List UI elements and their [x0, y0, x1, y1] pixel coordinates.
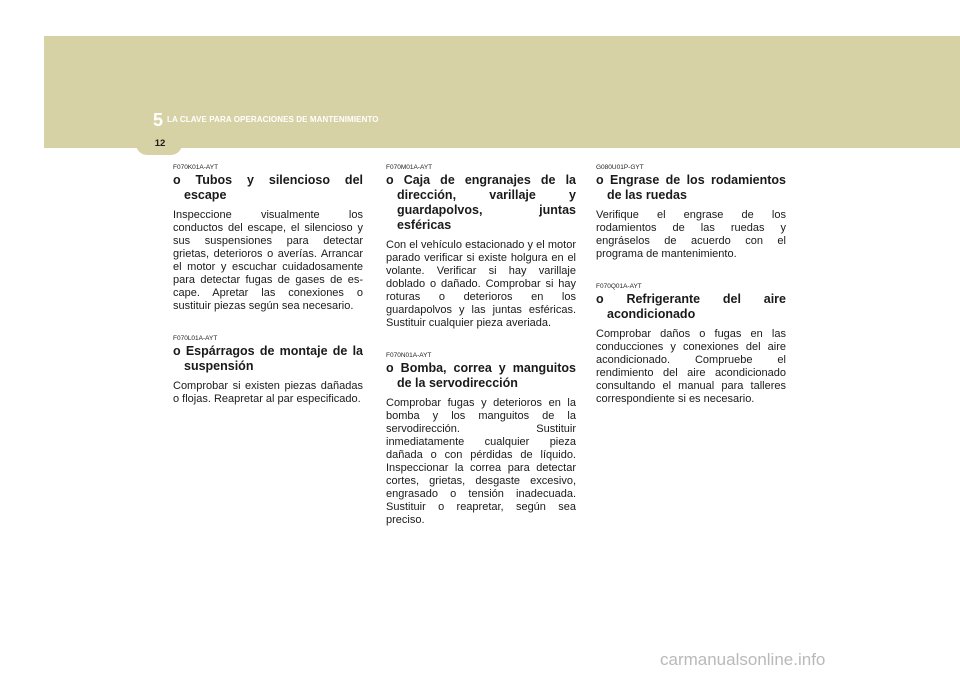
section-ac-refrigerant — [596, 283, 786, 406]
section-power-steering — [386, 352, 576, 527]
section-heading: o Engrase de los rodamientos de las ruedas — [596, 173, 786, 202]
section-body: Verifique el engrase de los rodamientos de las ruedas y engráselos de acuerdo con el programa de mantenimiento. — [596, 209, 786, 260]
section-steering-gear — [386, 164, 576, 330]
section-code: F070L01A-AYT — [173, 335, 218, 342]
section-heading: o Tubos y silencioso del escape — [173, 173, 363, 202]
section-body: Inspeccione visualmente los conductos del escape, el silencioso y sus suspensiones para detectar grietas, deterioros o averías. Arrancar el motor y escuchar cuidadosamente para detectar fugas de gases de es-cape. Apretar las conexiones o sustituir piezas según sea necesario. — [173, 209, 363, 312]
chapter-number: 5 — [153, 110, 164, 130]
section-code: F070Q01A-AYT — [596, 283, 642, 290]
section-code: F070K01A-AYT — [173, 164, 219, 171]
column-2 — [386, 164, 576, 549]
section-code: F070M01A-AYT — [386, 164, 433, 171]
section-heading: o Refrigerante del aire acondicionado — [596, 292, 786, 321]
section-suspension-bolts — [173, 335, 363, 406]
section-heading: o Espárragos de montaje de la suspensión — [173, 344, 363, 373]
section-body: Con el vehículo estacionado y el motor parado verificar si existe holgura en el volante. Verificar si hay varillaje doblado o dañado. Comprobar si hay roturas o deterioros en los guardapolvos y las juntas esféricas. Sustituir cualquier pieza averiada. — [386, 239, 576, 329]
chapter-title: LA CLAVE PARA OPERACIONES DE MANTENIMIENTO — [167, 115, 379, 124]
section-code: F070N01A-AYT — [386, 352, 432, 359]
section-heading: o Bomba, correa y manguitos de la servodirección — [386, 361, 576, 390]
section-body: Comprobar si existen piezas dañadas o flojas. Reapretar al par especificado. — [173, 380, 363, 405]
column-1 — [173, 164, 363, 428]
section-body: Comprobar daños o fugas en las conducciones y conexiones del aire acondicionado. Compruebe el rendimiento del aire acondicionado consultando el manual para talleres correspondiente si es necesario. — [596, 328, 786, 405]
section-wheel-bearings — [596, 164, 786, 261]
watermark: carmanualsonline.info — [660, 650, 826, 669]
page-number: 12 — [154, 138, 166, 149]
header-band — [44, 36, 960, 148]
section-heading: o Caja de engranajes de la dirección, varillaje y guardapolvos, juntas esféricas — [386, 173, 576, 232]
section-code: G080U01P-GYT — [596, 164, 644, 171]
section-exhaust — [173, 164, 363, 313]
column-3 — [596, 164, 786, 428]
section-body: Comprobar fugas y deterioros en la bomba y los manguitos de la servodirección. Sustituir inmediatamente cualquier pieza dañada o con pérdidas de líquido. Inspeccionar la correa para detectar cortes, grietas, desgaste excesivo, engrasado o tensión inadecuada. Sustituir o reapretar, según sea preciso. — [386, 397, 576, 526]
